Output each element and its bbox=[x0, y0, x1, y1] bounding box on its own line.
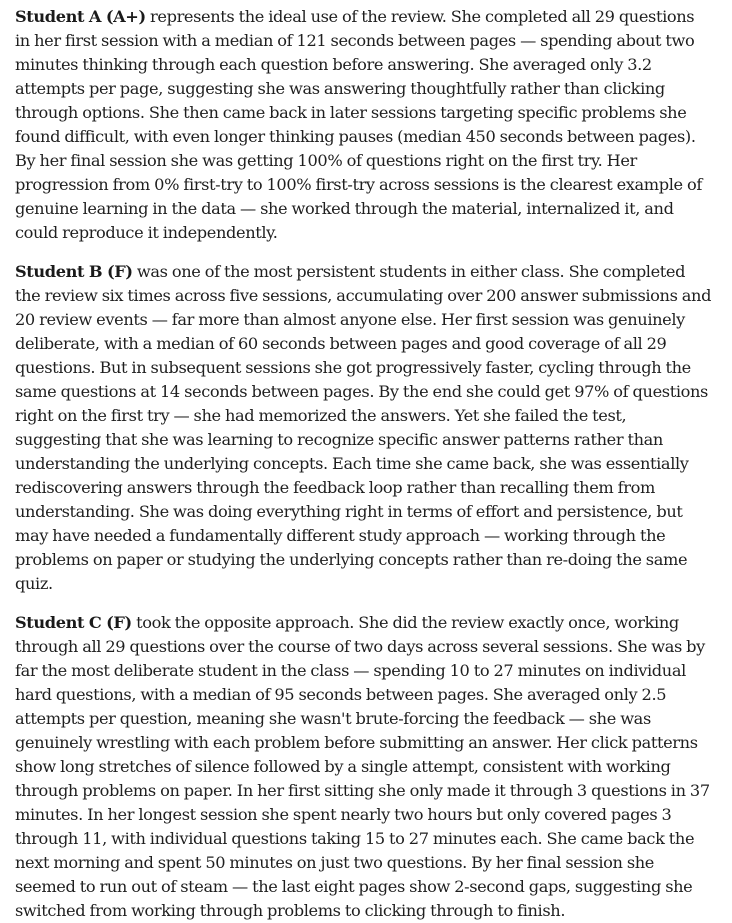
student-c-text: took the opposite approach. She did the review exactly once, working through all 29 questions over the course of two days across several sessions. She was by far the most deliberate student in the class — spending 10 to 27 minutes on individual hard questions, with a median of 95 seconds between pages. She averaged only 2.5 attempts per question, meaning she wasn't brute-forcing the feedback — she was genuinely wrestling with each problem before submitting an answer. Her click patterns show long stretches of silence followed by a single attempt, consistent with working through problems on paper. In her first sitting she only made it through 3 questions in 37 minutes. In her longest session she spent nearly two hours but only covered pages 3 through 11, with individual questions taking 15 to 27 minutes each. She came back the next morning and spent 50 minutes on just two questions. By her final session she seemed to run out of steam — the last eight pages show 2-second gaps, suggesting she switched from working through problems to clicking through to finish. bbox=[15, 613, 710, 920]
paragraph-student-b bbox=[15, 260, 712, 596]
student-c-heading: Student C (F) bbox=[15, 613, 132, 632]
student-a-heading: Student A (A+) bbox=[15, 7, 146, 26]
paragraph-student-a bbox=[15, 5, 712, 245]
student-b-text: was one of the most persistent students in either class. She completed the review six times across five sessions, accumulating over 200 answer submissions and 20 review events — far more than almost anyone else. Her first session was genuinely deliberate, with a median of 60 seconds between pages and good coverage of all 29 questions. But in subsequent sessions she got progressively faster, cycling through the same questions at 14 seconds between pages. By the end she could get 97% of questions right on the first try — she had memorized the answers. Yet she failed the test, suggesting that she was learning to recognize specific answer patterns rather than understanding the underlying concepts. Each time she came back, she was essentially rediscovering answers through the feedback loop rather than recalling them from understanding. She was doing everything right in terms of effort and persistence, but may have needed a fundamentally different study approach — working through the problems on paper or studying the underlying concepts rather than re-doing the same quiz. bbox=[15, 262, 712, 593]
paragraph-student-c bbox=[15, 611, 712, 923]
student-a-text: represents the ideal use of the review. She completed all 29 questions in her first session with a median of 121 seconds between pages — spending about two minutes thinking through each question before answering. She averaged only 3.2 attempts per page, suggesting she was answering thoughtfully rather than clicking through options. She then came back in later sessions targeting specific problems she found difficult, with even longer thinking pauses (median 450 seconds between pages). By her final session she was getting 100% of questions right on the first try. Her progression from 0% first-try to 100% first-try across sessions is the clearest example of genuine learning in the data — she worked through the material, internalized it, and could reproduce it independently. bbox=[15, 7, 703, 242]
student-b-heading: Student B (F) bbox=[15, 262, 133, 281]
